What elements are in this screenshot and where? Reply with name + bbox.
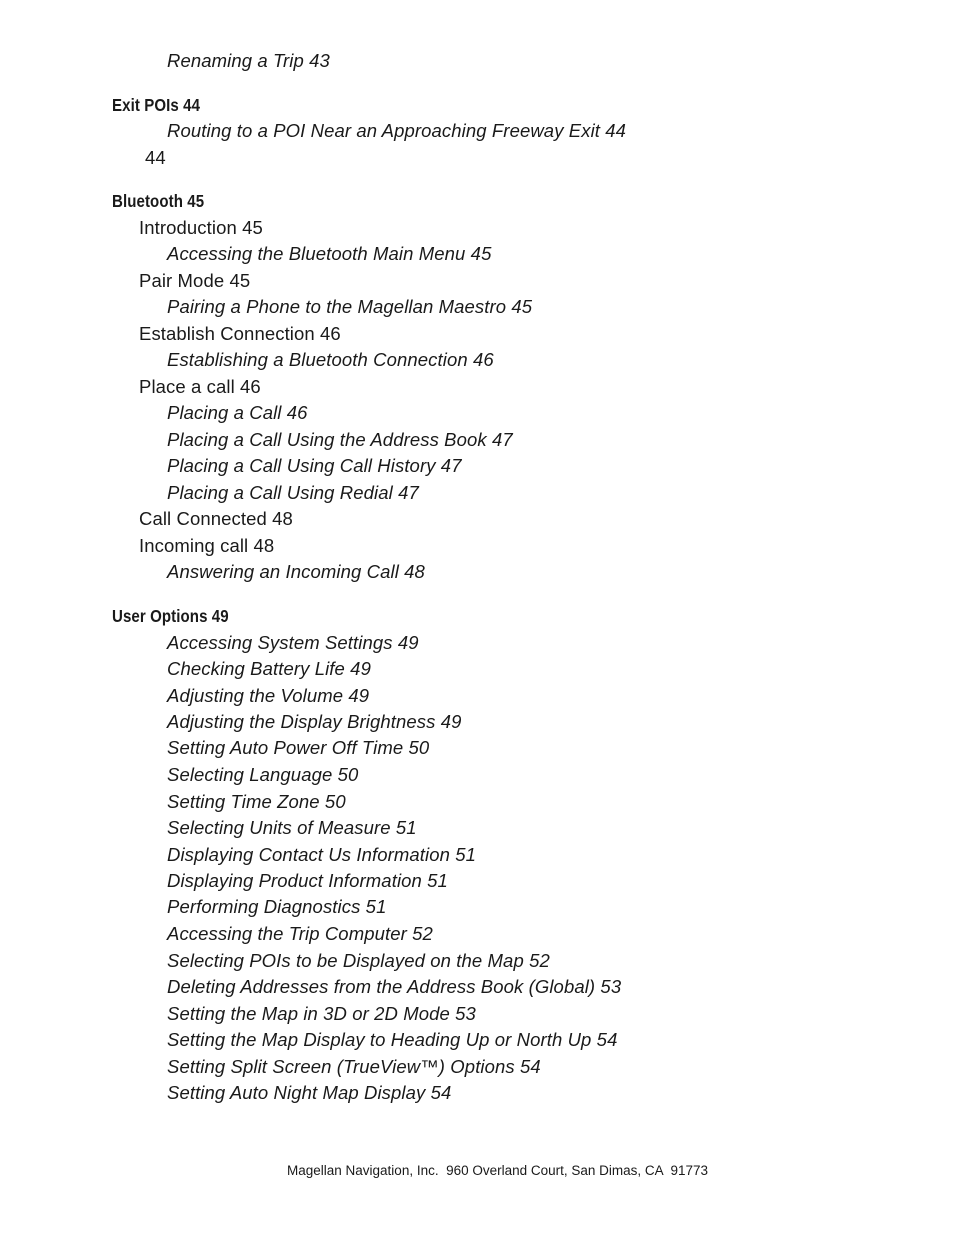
toc-subsection-entry: Establishing a Bluetooth Connection 46	[167, 349, 494, 370]
toc-subsection-entry: Accessing System Settings 49	[167, 632, 419, 653]
toc-subsection-entry: Performing Diagnostics 51	[167, 896, 387, 917]
toc-chapter-heading: User Options 49	[112, 606, 229, 626]
toc-section-entry: Establish Connection 46	[139, 323, 341, 344]
page-footer: Magellan Navigation, Inc. 960 Overland Court, San Dimas, CA 91773	[287, 1163, 708, 1178]
toc-subsection-entry: Deleting Addresses from the Address Book (Global) 53	[167, 976, 622, 997]
toc-subsection-entry: Placing a Call Using the Address Book 47	[167, 429, 513, 450]
toc-subsection-entry: Accessing the Trip Computer 52	[167, 923, 433, 944]
toc-subsection-entry: Pairing a Phone to the Magellan Maestro 45	[167, 296, 533, 317]
toc-subsection-entry: Selecting POIs to be Displayed on the Map 52	[167, 950, 550, 971]
toc-subsection-entry: Setting Auto Night Map Display 54	[167, 1082, 452, 1103]
toc-subsection-entry: Setting the Map Display to Heading Up or North Up 54	[167, 1029, 618, 1050]
toc-subsection-entry: Placing a Call 46	[167, 402, 308, 423]
toc-subsection-entry: Placing a Call Using Redial 47	[167, 482, 419, 503]
toc-subsection-entry: Adjusting the Display Brightness 49	[167, 711, 462, 732]
toc-subsection-entry: Selecting Language 50	[167, 764, 359, 785]
toc-section-entry: Introduction 45	[139, 217, 263, 238]
toc-subsection-entry: Setting the Map in 3D or 2D Mode 53	[167, 1003, 476, 1024]
toc-subsection-entry: Setting Time Zone 50	[167, 791, 346, 812]
toc-section-entry: Call Connected 48	[139, 508, 293, 529]
toc-section-entry: Pair Mode 45	[139, 270, 251, 291]
toc-section-entry: Incoming call 48	[139, 535, 275, 556]
toc-stray-page-number: 44	[145, 147, 166, 168]
toc-subsection-entry: Adjusting the Volume 49	[167, 685, 370, 706]
toc-chapter-heading: Exit POIs 44	[112, 95, 201, 115]
toc-subsection-entry: Routing to a POI Near an Approaching Freeway Exit 44	[167, 120, 627, 141]
toc-subsection-entry: Displaying Product Information 51	[167, 870, 448, 891]
toc-subsection-entry: Answering an Incoming Call 48	[167, 561, 425, 582]
toc-subsection-entry: Setting Auto Power Off Time 50	[167, 737, 430, 758]
toc-subsection-entry: Renaming a Trip 43	[167, 50, 330, 71]
toc-section-entry: Place a call 46	[139, 376, 261, 397]
toc-subsection-entry: Checking Battery Life 49	[167, 658, 371, 679]
toc-chapter-heading: Bluetooth 45	[112, 191, 205, 211]
toc-subsection-entry: Displaying Contact Us Information 51	[167, 844, 476, 865]
toc-subsection-entry: Selecting Units of Measure 51	[167, 817, 417, 838]
toc-subsection-entry: Accessing the Bluetooth Main Menu 45	[167, 243, 492, 264]
toc-subsection-entry: Setting Split Screen (TrueView™) Options 54	[167, 1056, 541, 1077]
toc-subsection-entry: Placing a Call Using Call History 47	[167, 455, 462, 476]
